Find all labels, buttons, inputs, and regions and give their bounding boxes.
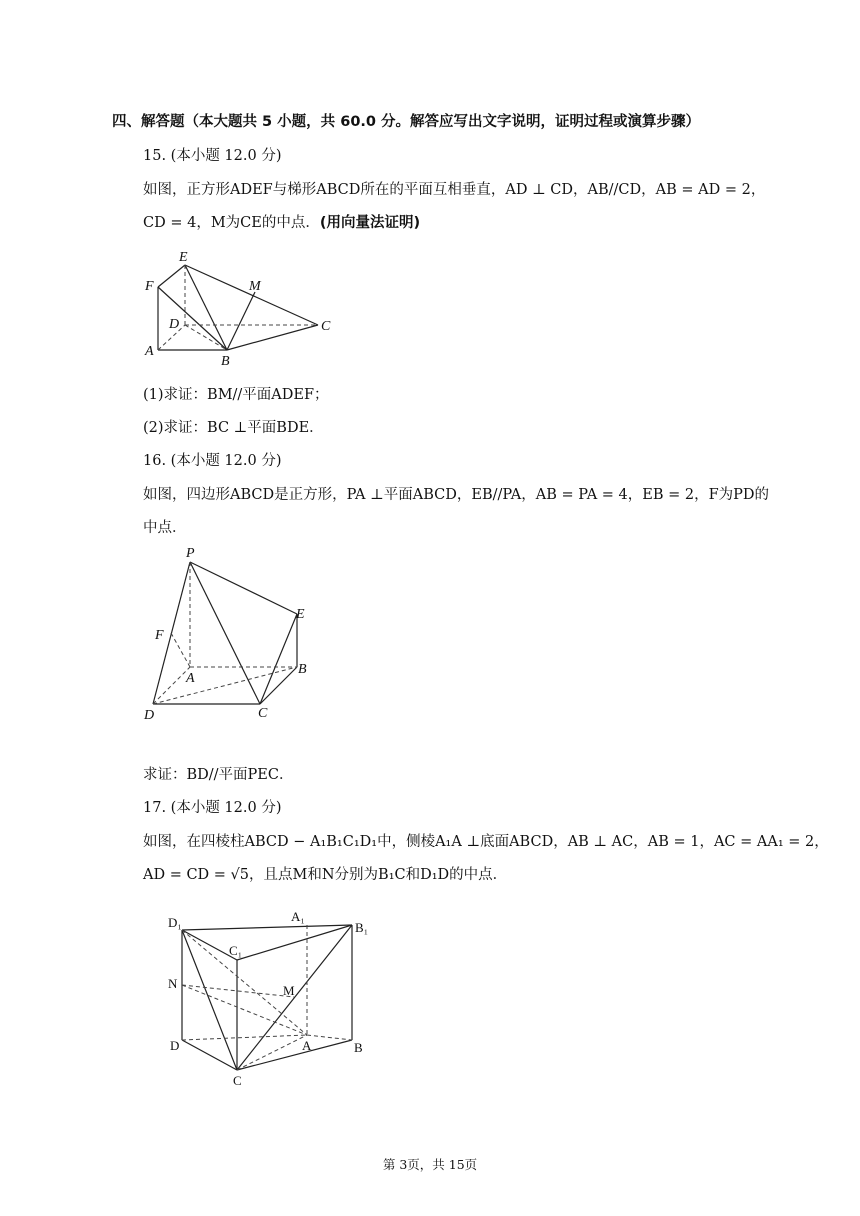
q17-label-C1: C₁ — [229, 943, 243, 958]
q17-label-B1: B₁ — [355, 920, 369, 935]
q17-label-M: M — [283, 983, 295, 998]
q16-label-F: F — [155, 628, 164, 643]
q15-label-A: A — [145, 344, 154, 359]
q17-label-D: D — [170, 1038, 180, 1053]
q16-label-D: D — [144, 708, 155, 722]
q17-statement-line1: 如图，在四棱柱ABCD − A₁B₁C₁D₁中，侧棱A₁A ⊥底面ABCD，AB ⊥ AC，AB = 1，AC = AA₁ = 2， — [143, 834, 829, 850]
q17-label-B: B — [354, 1040, 363, 1055]
q16-label-B: B — [298, 662, 307, 677]
q16-claim: 求证：BD//平面PEC． — [143, 767, 294, 783]
q17-label-A1: A₁ — [291, 909, 305, 924]
q16-figure — [140, 542, 320, 722]
q16-label-C: C — [258, 706, 268, 721]
q17-label-C: C — [233, 1073, 242, 1088]
q15-part2: (2)求证：BC ⊥平面BDE． — [143, 420, 324, 436]
section-title: 四、解答题（本大题共 5 小题，共 60.0 分。解答应写出文字说明，证明过程或演算步骤） — [112, 114, 701, 130]
q16-statement-line1: 如图，四边形ABCD是正方形，PA ⊥平面ABCD，EB//PA，AB = PA = 4，EB = 2，F为PD的 — [143, 487, 770, 503]
q17-label-N: N — [168, 976, 178, 991]
q15-figure — [140, 245, 340, 370]
q15-label-F: F — [145, 279, 154, 294]
q16-label-E: E — [296, 607, 305, 622]
q15-statement-line1: 如图，正方形ADEF与梯形ABCD所在的平面互相垂直，AD ⊥ CD，AB//CD，AB = AD = 2， — [143, 182, 766, 198]
q15-method-note: (用向量法证明) — [319, 215, 421, 231]
q15-label-D: D — [169, 317, 180, 332]
q17-label-A: A — [302, 1038, 312, 1053]
q15-label-E: E — [179, 250, 188, 265]
q16-heading: 16. (本小题 12.0 分) — [143, 453, 282, 469]
q17-label-D1: D₁ — [168, 915, 182, 930]
q15-statement-line2 — [143, 213, 420, 233]
q17-figure — [162, 900, 374, 1090]
page-footer: 第 3页，共 15页 — [382, 1157, 478, 1172]
q15-part1: (1)求证：BM//平面ADEF； — [143, 387, 329, 403]
q15-label-M: M — [249, 279, 261, 294]
q15-statement-line2-text: CD = 4，M为CE的中点． — [143, 215, 320, 231]
q17-heading: 17. (本小题 12.0 分) — [143, 800, 282, 816]
q15-label-C: C — [321, 319, 331, 334]
q15-heading: 15. (本小题 12.0 分) — [143, 148, 282, 164]
q16-label-P: P — [186, 546, 195, 561]
q17-statement-line2: AD = CD = √5，且点M和N分别为B₁C和D₁D的中点． — [143, 867, 508, 883]
q15-label-B: B — [221, 354, 230, 369]
q16-statement-line2: 中点． — [143, 520, 187, 536]
q16-label-A: A — [186, 671, 195, 686]
